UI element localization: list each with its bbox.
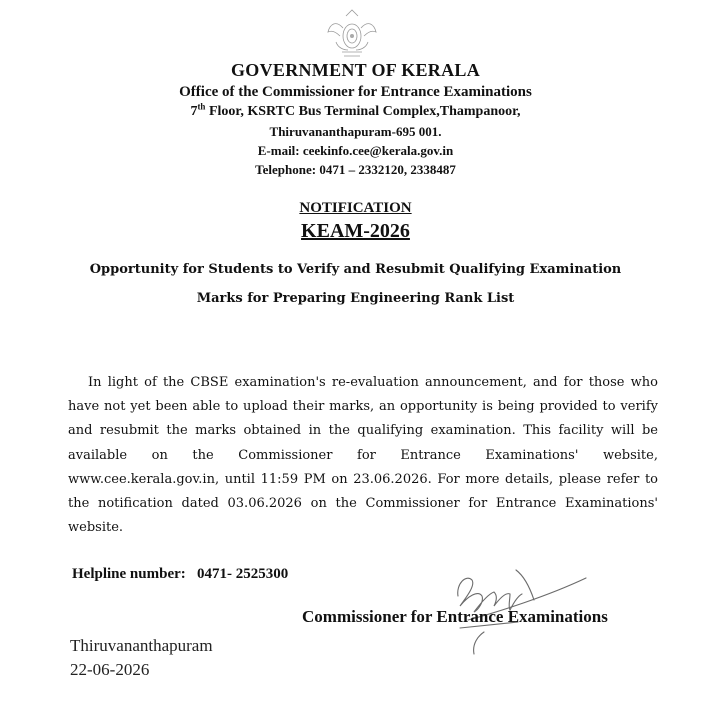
floor-number: 7 — [190, 104, 198, 119]
signatory-title: Commissioner for Entrance Examinations — [302, 607, 608, 626]
office-email: E-mail: ceekinfo.cee@kerala.gov.in — [257, 143, 454, 158]
office-address — [0, 101, 711, 120]
kerala-emblem-icon — [316, 6, 388, 60]
subject-line-1: Opportunity for Students to Verify and Resubmit Qualifying Examination — [89, 262, 622, 277]
subject-line-2: Marks for Preparing Engineering Rank List — [196, 291, 515, 306]
office-name: Office of the Commissioner for Entrance Examinations — [179, 84, 532, 100]
helpline — [72, 566, 288, 583]
helpline-label: Helpline number: — [72, 566, 186, 582]
helpline-number: 0471- 2525300 — [197, 566, 289, 582]
notification-title: KEAM-2026 — [301, 220, 410, 242]
office-telephone: Telephone: 0471 – 2332120, 2338487 — [255, 162, 456, 177]
notification-body: In light of the CBSE examination's re-evaluation announcement, and for those who have not yet been able to upload their marks, an opportunity is being provided to verify and resubmit the marks obtained in the qualifying examination. This facility will be available on the Commissioner for Entrance Examinations' website, www.cee.kerala.gov.in, until 11:59 PM on 23.06.2026. For more details, please refer to the notification dated 03.06.2026 on the Commissioner for Entrance Examinations' website. — [68, 375, 658, 536]
floor-suffix: th — [197, 101, 206, 112]
address-line: Floor, KSRTC Bus Terminal Complex,Thampanoor, — [205, 104, 521, 119]
issue-place: Thiruvananthapuram — [70, 636, 213, 655]
issue-date: 22-06-2026 — [70, 660, 150, 679]
notification-heading — [0, 200, 711, 217]
notification-label: NOTIFICATION — [299, 200, 412, 216]
office-city: Thiruvananthapuram-695 001. — [269, 124, 442, 139]
notification-title-row — [0, 220, 711, 243]
government-title: GOVERNMENT OF KERALA — [230, 60, 481, 80]
